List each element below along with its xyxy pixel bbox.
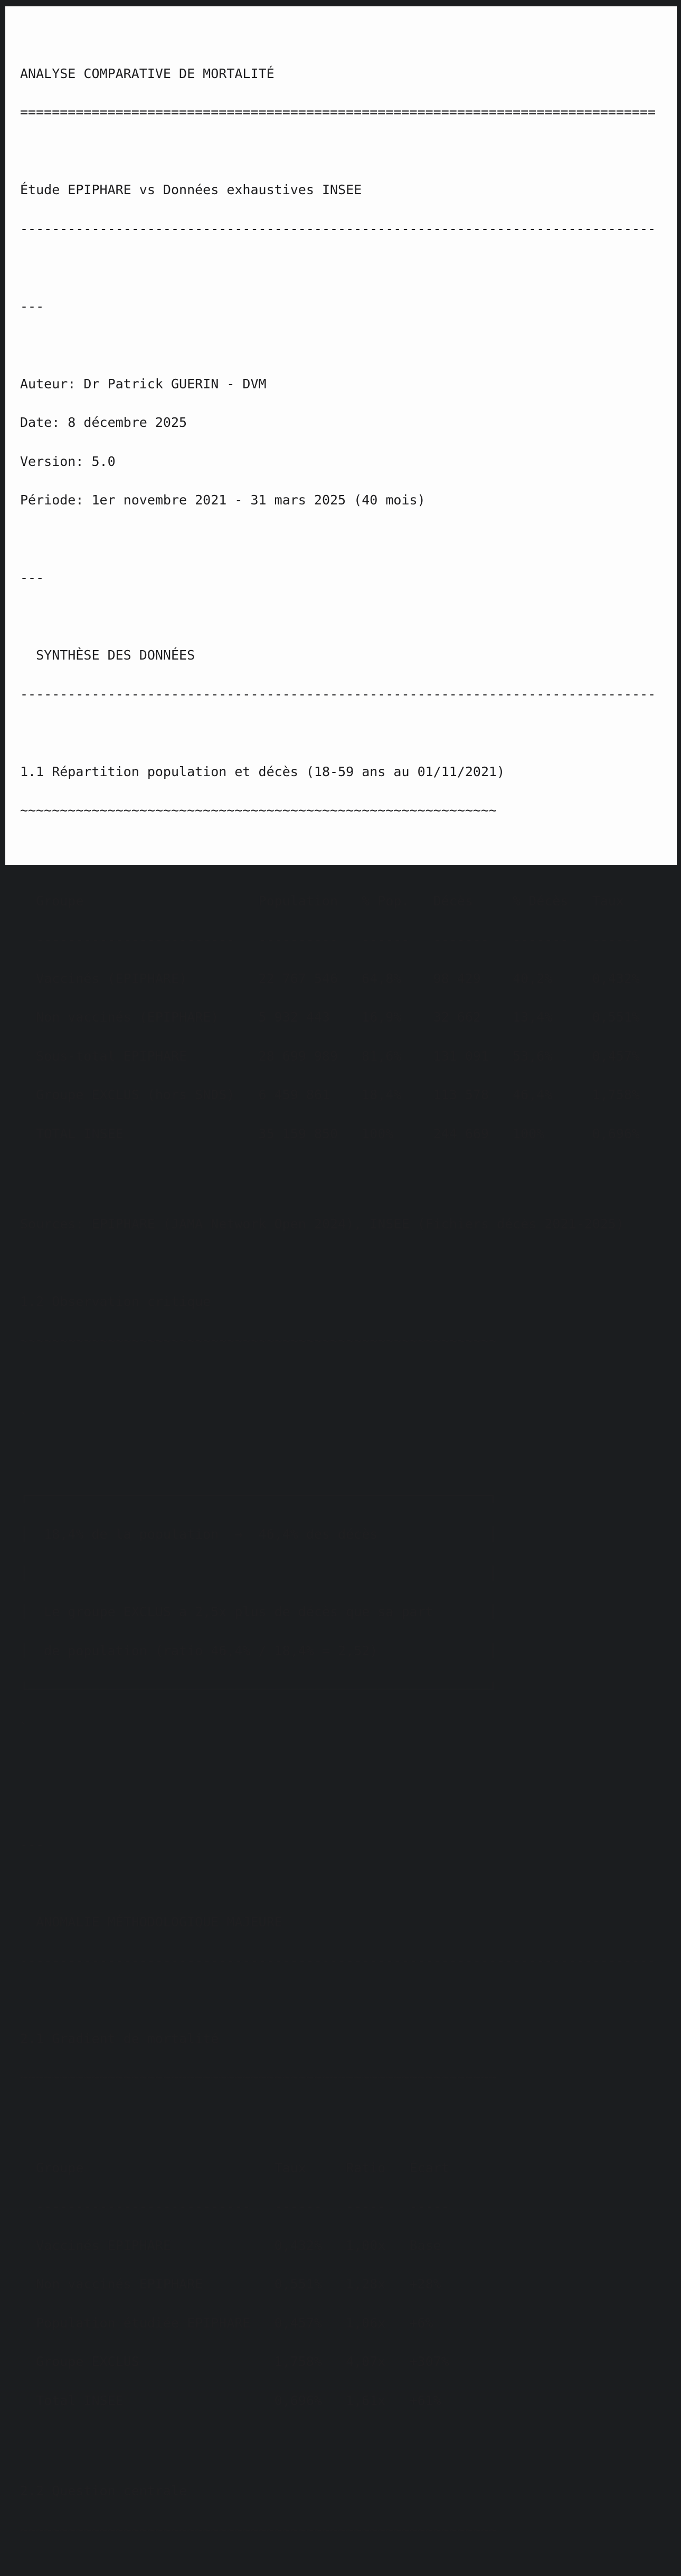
cell-deces: 98 429 <box>433 970 481 986</box>
sources-line: Sources: EPIPHARE (JAMA Network Open 2024), INSEE (Fichiers décès 2021-2025) <box>20 1216 624 1232</box>
cell-population: 22 767 546 <box>258 970 338 986</box>
document-page <box>5 6 677 2537</box>
cell-deces: 244 669 <box>433 1125 489 1141</box>
blank-line <box>20 727 677 740</box>
cell-pct-pop: 64,8% <box>362 970 402 986</box>
subsection-heading-2-1: 2.1 Gradient de mortalité <box>20 2030 219 2046</box>
cell-taux: 0,696% <box>592 1125 640 1141</box>
cell-population: 28 699 989 <box>258 1048 338 1064</box>
rule-cell: ----- <box>346 2199 386 2214</box>
table1-col-taux: Taux <box>592 893 624 909</box>
table2-col-groupe: Groupe <box>36 2160 84 2176</box>
blank-line <box>20 1179 677 1192</box>
table2-col-ratio: Ratio <box>346 2160 386 2176</box>
cell-ratio: 1,28x <box>346 2276 386 2292</box>
meta-auteur: Auteur: Dr Patrick GUERIN - DVM <box>20 376 267 392</box>
blank-line <box>20 1800 677 1813</box>
blank-line <box>20 145 677 158</box>
blank-line <box>20 1993 677 2007</box>
table2-col-taux: Taux <box>274 2160 306 2176</box>
section-heading-synthese: SYNTHÈSE DES DONNÉES <box>20 647 195 663</box>
subtitle-rule: -------------------------------------------------------------------------------- <box>20 221 656 236</box>
subsection-rule: ~~~~~~~~~~~~~~~~~~~~~~~~~~~~~~~~~~~~~~~~~~~~~~~~~~~~~~~~~~~~ <box>20 2522 497 2537</box>
callout-box-line: │ 18,4% de la population → 46,4% des décès │ <box>20 1526 497 1542</box>
cell-taux: 0,551% <box>274 2276 322 2292</box>
table-row <box>20 2394 677 2408</box>
rule-cell: ------ <box>362 932 410 947</box>
table2-rule-row <box>20 2200 677 2214</box>
blank-line <box>20 2110 677 2123</box>
blank-line <box>20 1877 677 1891</box>
cell-taux: 0,551% <box>592 1009 640 1025</box>
report-document <box>20 28 677 2575</box>
callout-box-top: ┌──────────────────────────────────────────────────────────┐ <box>20 1487 497 1503</box>
cell-pct-deces: 46,4% <box>513 1087 553 1102</box>
cell-groupe: Sous-total EPIPHARE <box>36 1048 187 1064</box>
cell-groupe: Groupe EXCLUS <box>36 2354 139 2369</box>
cell-ratio: 1,06x <box>346 2315 386 2331</box>
table1-col-population: Population <box>258 893 338 909</box>
divider: --- <box>20 570 44 585</box>
rule-cell: ------ <box>274 2199 322 2214</box>
cell-groupe: Vaccinés (EPIPHARE) <box>36 970 187 986</box>
cell-pct-pop: 18,4% <box>362 1087 402 1102</box>
rule-cell: ------- <box>513 932 569 947</box>
cell-population: 35 159 850 <box>258 1125 338 1141</box>
rule-cell: ------------------------- <box>36 932 235 947</box>
table1-col-pct-deces: % Décès <box>513 893 569 909</box>
cell-taux: 1,758% <box>274 2354 322 2369</box>
table1-rule-row <box>20 933 677 947</box>
cell-population: 6 459 861 <box>258 1087 330 1102</box>
table1-col-deces: Décès <box>433 893 473 909</box>
table-row <box>20 1050 677 1063</box>
divider: --- <box>20 1837 44 1852</box>
callout-box-line: │ de population (ratio 46,4% / 18,4% = 2,52) │ <box>20 1643 497 1658</box>
table2-col-ecart: Écart <box>409 2160 449 2176</box>
blank-line <box>20 339 677 352</box>
meta-periode: Période: 1er novembre 2021 - 31 mars 2025 (40 mois) <box>20 492 425 508</box>
cell-groupe: Groupe EXCLUS (hors SNDS) <box>36 1087 235 1102</box>
cell-ecart: Base <box>409 2237 441 2253</box>
table1-header-row <box>20 895 677 908</box>
table-row <box>20 1011 677 1024</box>
rule-cell: --------------------------- <box>36 2199 251 2214</box>
doc-title: ANALYSE COMPARATIVE DE MORTALITÉ <box>20 65 275 81</box>
blank-line <box>20 1761 677 1774</box>
cell-ecart: +28% <box>409 2276 441 2292</box>
table-row <box>20 2355 677 2369</box>
table1-col-groupe: Groupe <box>36 893 84 909</box>
blank-line <box>20 610 677 624</box>
doc-subtitle: Étude EPIPHARE vs Données exhaustives INSEE <box>20 182 362 197</box>
table-row <box>20 972 677 986</box>
cell-ratio: 1,61x <box>346 2392 386 2408</box>
table-row <box>20 2317 677 2330</box>
meta-date: Date: 8 décembre 2025 <box>20 415 187 430</box>
table-row <box>20 1089 677 1102</box>
rule-cell: ------- <box>433 932 489 947</box>
cell-ecart: +6% <box>409 2315 433 2331</box>
cell-deces: 32 662 <box>433 1009 481 1025</box>
rule-cell: ----- <box>409 2199 449 2214</box>
cell-groupe: TOTAL INSEE <box>36 1125 124 1141</box>
rule-cell: ------ <box>592 932 640 947</box>
cell-taux: 0,432% <box>274 2237 322 2253</box>
cell-groupe: Non vaccinés (EPIPHARE) <box>36 1009 219 1025</box>
subsection-rule: ~~~~~~~~~~~~~~~~~~~~~~~~~~~~~~~~~~~~~~~~~~~~~~~~~~~~~~~~~~~~ <box>20 803 497 818</box>
blank-line <box>20 261 677 274</box>
callout-box-line: │ Le groupe EXCLUS a 2,5x plus de décès que sa part │ <box>20 1604 497 1619</box>
cell-groupe: Population étudiée EPIPHARE <box>36 2315 251 2331</box>
table-row <box>20 1125 677 1141</box>
section-heading-anomalie: ANOMALIE MÉTHODOLOGIQUE MAJEURE <box>20 1914 282 1930</box>
table2-header-row <box>20 2162 677 2175</box>
cell-groupe: Vaccinés EPIPHARE <box>36 2237 171 2253</box>
cell-ratio: 4,07x <box>346 2354 386 2369</box>
divider: --- <box>20 298 44 314</box>
blank-line <box>20 843 677 856</box>
cell-deces: 131 091 <box>433 1048 489 1064</box>
table-row <box>20 2278 677 2291</box>
subsection-heading-1-1: 1.1 Répartition population et décès (18-59 ans au 01/11/2021) <box>20 764 505 779</box>
cell-taux: 1,758% <box>592 1087 640 1102</box>
cell-groupe: Non vaccinés EPIPHARE <box>36 2276 203 2292</box>
cell-deces: 113 578 <box>433 1087 489 1102</box>
cell-ecart: +61% <box>409 2392 441 2408</box>
blank-line <box>20 1257 677 1270</box>
section-rule: -------------------------------------------------------------------------------- <box>20 1953 656 1969</box>
subsection-heading-1-2: 1.2 Observation critique <box>20 1294 211 1309</box>
subsection-rule: ~~~~~~~~~~~~~~~~~~~~~~~~~~~~~~~~~~~~~~~~~~~~~~~~~~~~~~~~~~~~ <box>20 2069 497 2085</box>
cell-taux: 0,457% <box>592 1048 640 1064</box>
cell-pct-pop: 100% <box>362 1125 394 1141</box>
backtick-artifact: ` <box>20 1720 29 1736</box>
cell-taux: 0,696% <box>274 2392 322 2408</box>
blank-line <box>20 1373 677 1386</box>
cell-groupe: Total INSEE <box>36 2392 124 2408</box>
cell-pct-deces: 100% <box>513 1125 545 1141</box>
callout-box-bottom: └──────────────────────────────────────────────────────────┘ <box>20 1682 497 1697</box>
backtick-artifact: ` <box>20 1410 29 1426</box>
cell-taux: 0,457% <box>274 2315 322 2331</box>
meta-version: Version: 5.0 <box>20 453 116 469</box>
cell-ratio: 1,00x <box>346 2237 386 2253</box>
blank-line <box>20 2446 677 2459</box>
callout-box-line: │ │ <box>20 1565 497 1581</box>
table1-col-pct-pop: % Pop. <box>362 893 410 909</box>
subsection-rule: ~~~~~~~~~~~~~~~~~~~~~~~~~~~~~~~~~~~~~~~~~~~~~~~~~~~~~~~~~~~~ <box>20 1332 497 1348</box>
blank-line <box>20 533 677 546</box>
cell-pct-pop: 81,6% <box>362 1048 402 1064</box>
cell-pct-deces: 53,6% <box>513 1048 553 1064</box>
cell-population: 5 932 443 <box>258 1009 330 1025</box>
title-rule: ================================================================================ <box>20 104 656 120</box>
blank-line <box>20 1451 677 1464</box>
rule-cell: ---------- <box>258 932 338 947</box>
cell-ecart: +307% <box>409 2354 449 2369</box>
table-row <box>20 2239 677 2253</box>
subsection-heading-2-2: 2.2 Question centrale <box>20 2483 187 2498</box>
cell-pct-deces: 13,4% <box>513 1009 553 1025</box>
cell-taux: 0,432% <box>592 970 640 986</box>
section-rule: -------------------------------------------------------------------------------- <box>20 686 656 702</box>
cell-pct-deces: 40,2% <box>513 970 553 986</box>
cell-pct-pop: 16,9% <box>362 1009 402 1025</box>
